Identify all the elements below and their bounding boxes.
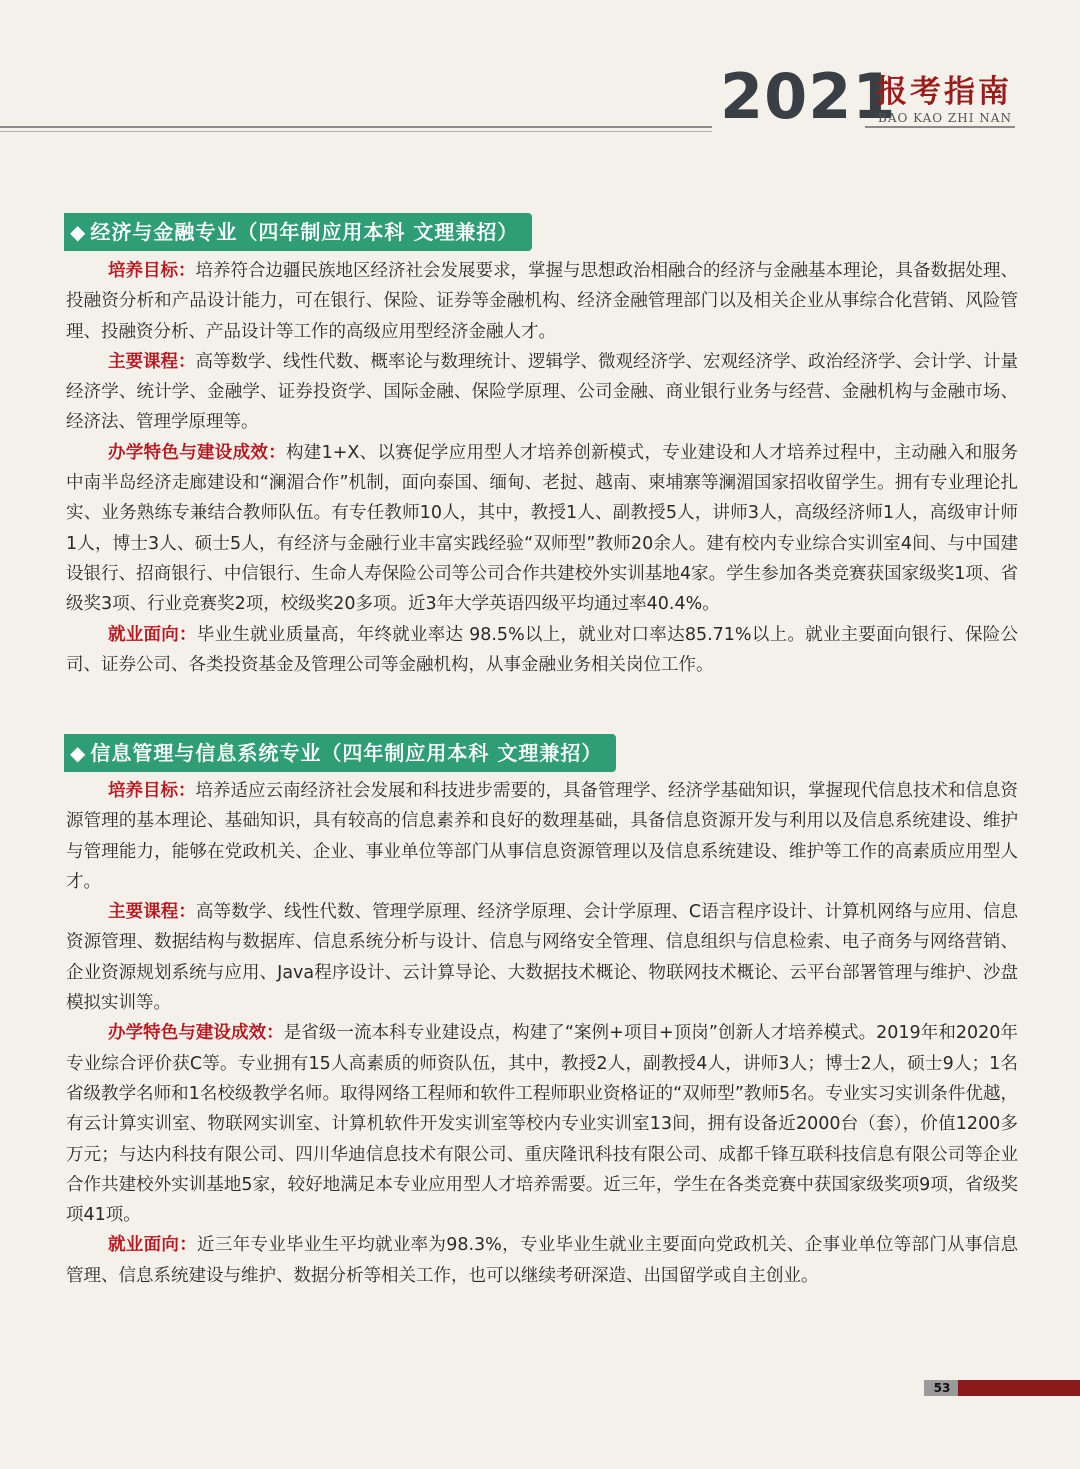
- paragraph-label: 主要课程：: [108, 351, 196, 372]
- section-heading-text: 信息管理与信息系统专业（四年制应用本科 文理兼招）: [90, 741, 603, 765]
- paragraph-training-goal: [66, 256, 1018, 347]
- paragraph-label: 培养目标：: [108, 261, 196, 281]
- paragraph-training-goal: [66, 776, 1018, 897]
- paragraph-employment: [66, 1230, 1018, 1291]
- paragraph-text: 高等数学、线性代数、概率论与数理统计、逻辑学、微观经济学、宏观经济学、政治经济学、会计学、计量经济学、统计学、金融学、证券投资学、国际金融、保险学原理、公司金融、商业银行业务与经营、金融机构与金融市场、经济法、管理学原理等。: [66, 351, 1018, 433]
- paragraph-main-courses: [66, 897, 1018, 1018]
- header-year: 2021: [720, 60, 897, 133]
- page-header: [0, 0, 1080, 140]
- section-heading-info-systems: [64, 734, 616, 772]
- section-body-economics: [66, 256, 1018, 680]
- section-heading-economics: [64, 213, 532, 251]
- diamond-bullet-icon: ◆: [70, 741, 87, 765]
- section-heading-text: 经济与金融专业（四年制应用本科 文理兼招）: [90, 220, 519, 244]
- paragraph-main-courses: [66, 347, 1018, 438]
- section-body-info-systems: [66, 776, 1018, 1291]
- paragraph-label: 办学特色与建设成效：: [108, 1023, 284, 1044]
- paragraph-text: 高等数学、线性代数、管理学原理、经济学原理、会计学原理、C语言程序设计、计算机网络与应用、信息资源管理、数据结构与数据库、信息系统分析与设计、信息与网络安全管理、信息组织与信息检索、电子商务与网络营销、企业资源规划系统与应用、Java程序设计、云计算导论、大数据技术概论、物联网技术概论、云平台部署管理与维护、沙盘模拟实训等。: [66, 902, 1019, 1014]
- paragraph-text: 毕业生就业质量高，年终就业率达 98.5%以上，就业对口率达85.71%以上。就业主要面向银行、保险公司、证券公司、各类投资基金及管理公司等金融机构，从事金融业务相关岗位工作。: [66, 624, 1019, 675]
- header-title: 报考指南: [876, 74, 1012, 110]
- footer-bar: [958, 1380, 1080, 1396]
- paragraph-features: [66, 438, 1018, 620]
- paragraph-label: 就业面向：: [108, 624, 197, 645]
- paragraph-label: 办学特色与建设成效：: [108, 442, 286, 463]
- header-pinyin: BAO KAO ZHI NAN: [878, 111, 1012, 125]
- paragraph-label: 主要课程：: [108, 902, 197, 923]
- paragraph-text: 构建1+X、以赛促学应用型人才培养创新模式，专业建设和人才培养过程中，主动融入和服务中南半岛经济走廊建设和“澜湄合作”机制，面向泰国、缅甸、老挝、越南、柬埔寨等澜湄国家招收留学生。拥有专业理论扎实、业务熟练专兼结合教师队伍。有专任教师10人，其中，教授1人、副教授5人，讲师3人，高级经济师1人，高级审计师1人，博士3人、硕士5人，有经济与金融行业丰富实践经验“双师型”教师20余人。建有校内专业综合实训室4间、与中国建设银行、招商银行、中信银行、生命人寿保险公司等公司合作共建校外实训基地4家。学生参加各类竞赛获国家级奖1项、省级奖3项、行业竞赛奖2项，校级奖20多项。近3年大学英语四级平均通过率40.4%。: [66, 442, 1018, 615]
- diamond-bullet-icon: ◆: [70, 220, 87, 244]
- paragraph-text: 培养适应云南经济社会发展和科技进步需要的，具备管理学、经济学基础知识，掌握现代信息技术和信息资源管理的基本理论、基础知识，具有较高的信息素养和良好的数理基础，具备信息资源开发与利用以及信息系统建设、维护与管理能力，能够在党政机关、企业、事业单位等部门从事信息资源管理以及信息系统建设、维护等工作的高素质应用型人才。: [66, 781, 1018, 892]
- page-number: 53: [933, 1381, 951, 1395]
- paragraph-text: 培养符合边疆民族地区经济社会发展要求，掌握与思想政治相融合的经济与金融基本理论，具备数据处理、投融资分析和产品设计能力，可在银行、保险、证券等金融机构、经济金融管理部门以及相关企业从事综合化营销、风险管理、投融资分析、产品设计等工作的高级应用型经济金融人才。: [66, 261, 1018, 342]
- paragraph-features: [66, 1018, 1018, 1230]
- header-rule-thin: [0, 131, 712, 132]
- paragraph-text: 是省级一流本科专业建设点，构建了“案例+项目+顶岗”创新人才培养模式。2019年和2020年专业综合评价获C等。专业拥有15人高素质的师资队伍，其中，教授2人，副教授4人，讲师3人；博士2人，硕士9人；1名省级教学名师和1名校级教学名师。取得网络工程师和软件工程师职业资格证的“双师型”教师5名。专业实习实训条件优越，有云计算实训室、物联网实训室、计算机软件开发实训室等校内专业实训室13间，拥有设备近2000台（套），价值1200多万元；与达内科技有限公司、四川华迪信息技术有限公司、重庆隆讯科技有限公司、成都千锋互联科技信息有限公司等企业合作共建校外实训基地5家，较好地满足本专业应用型人才培养需要。近三年，学生在各类竞赛中获国家级奖项9项，省级奖项41项。: [66, 1023, 1019, 1226]
- paragraph-label: 培养目标：: [108, 781, 196, 801]
- paragraph-employment: [66, 620, 1018, 681]
- paragraph-text: 近三年专业毕业生平均就业率为98.3%，专业毕业生就业主要面向党政机关、企事业单位等部门从事信息管理、信息系统建设与维护、数据分析等相关工作，也可以继续考研深造、出国留学或自主创业。: [66, 1235, 1019, 1286]
- header-rule: [0, 126, 712, 128]
- paragraph-label: 就业面向：: [108, 1235, 198, 1256]
